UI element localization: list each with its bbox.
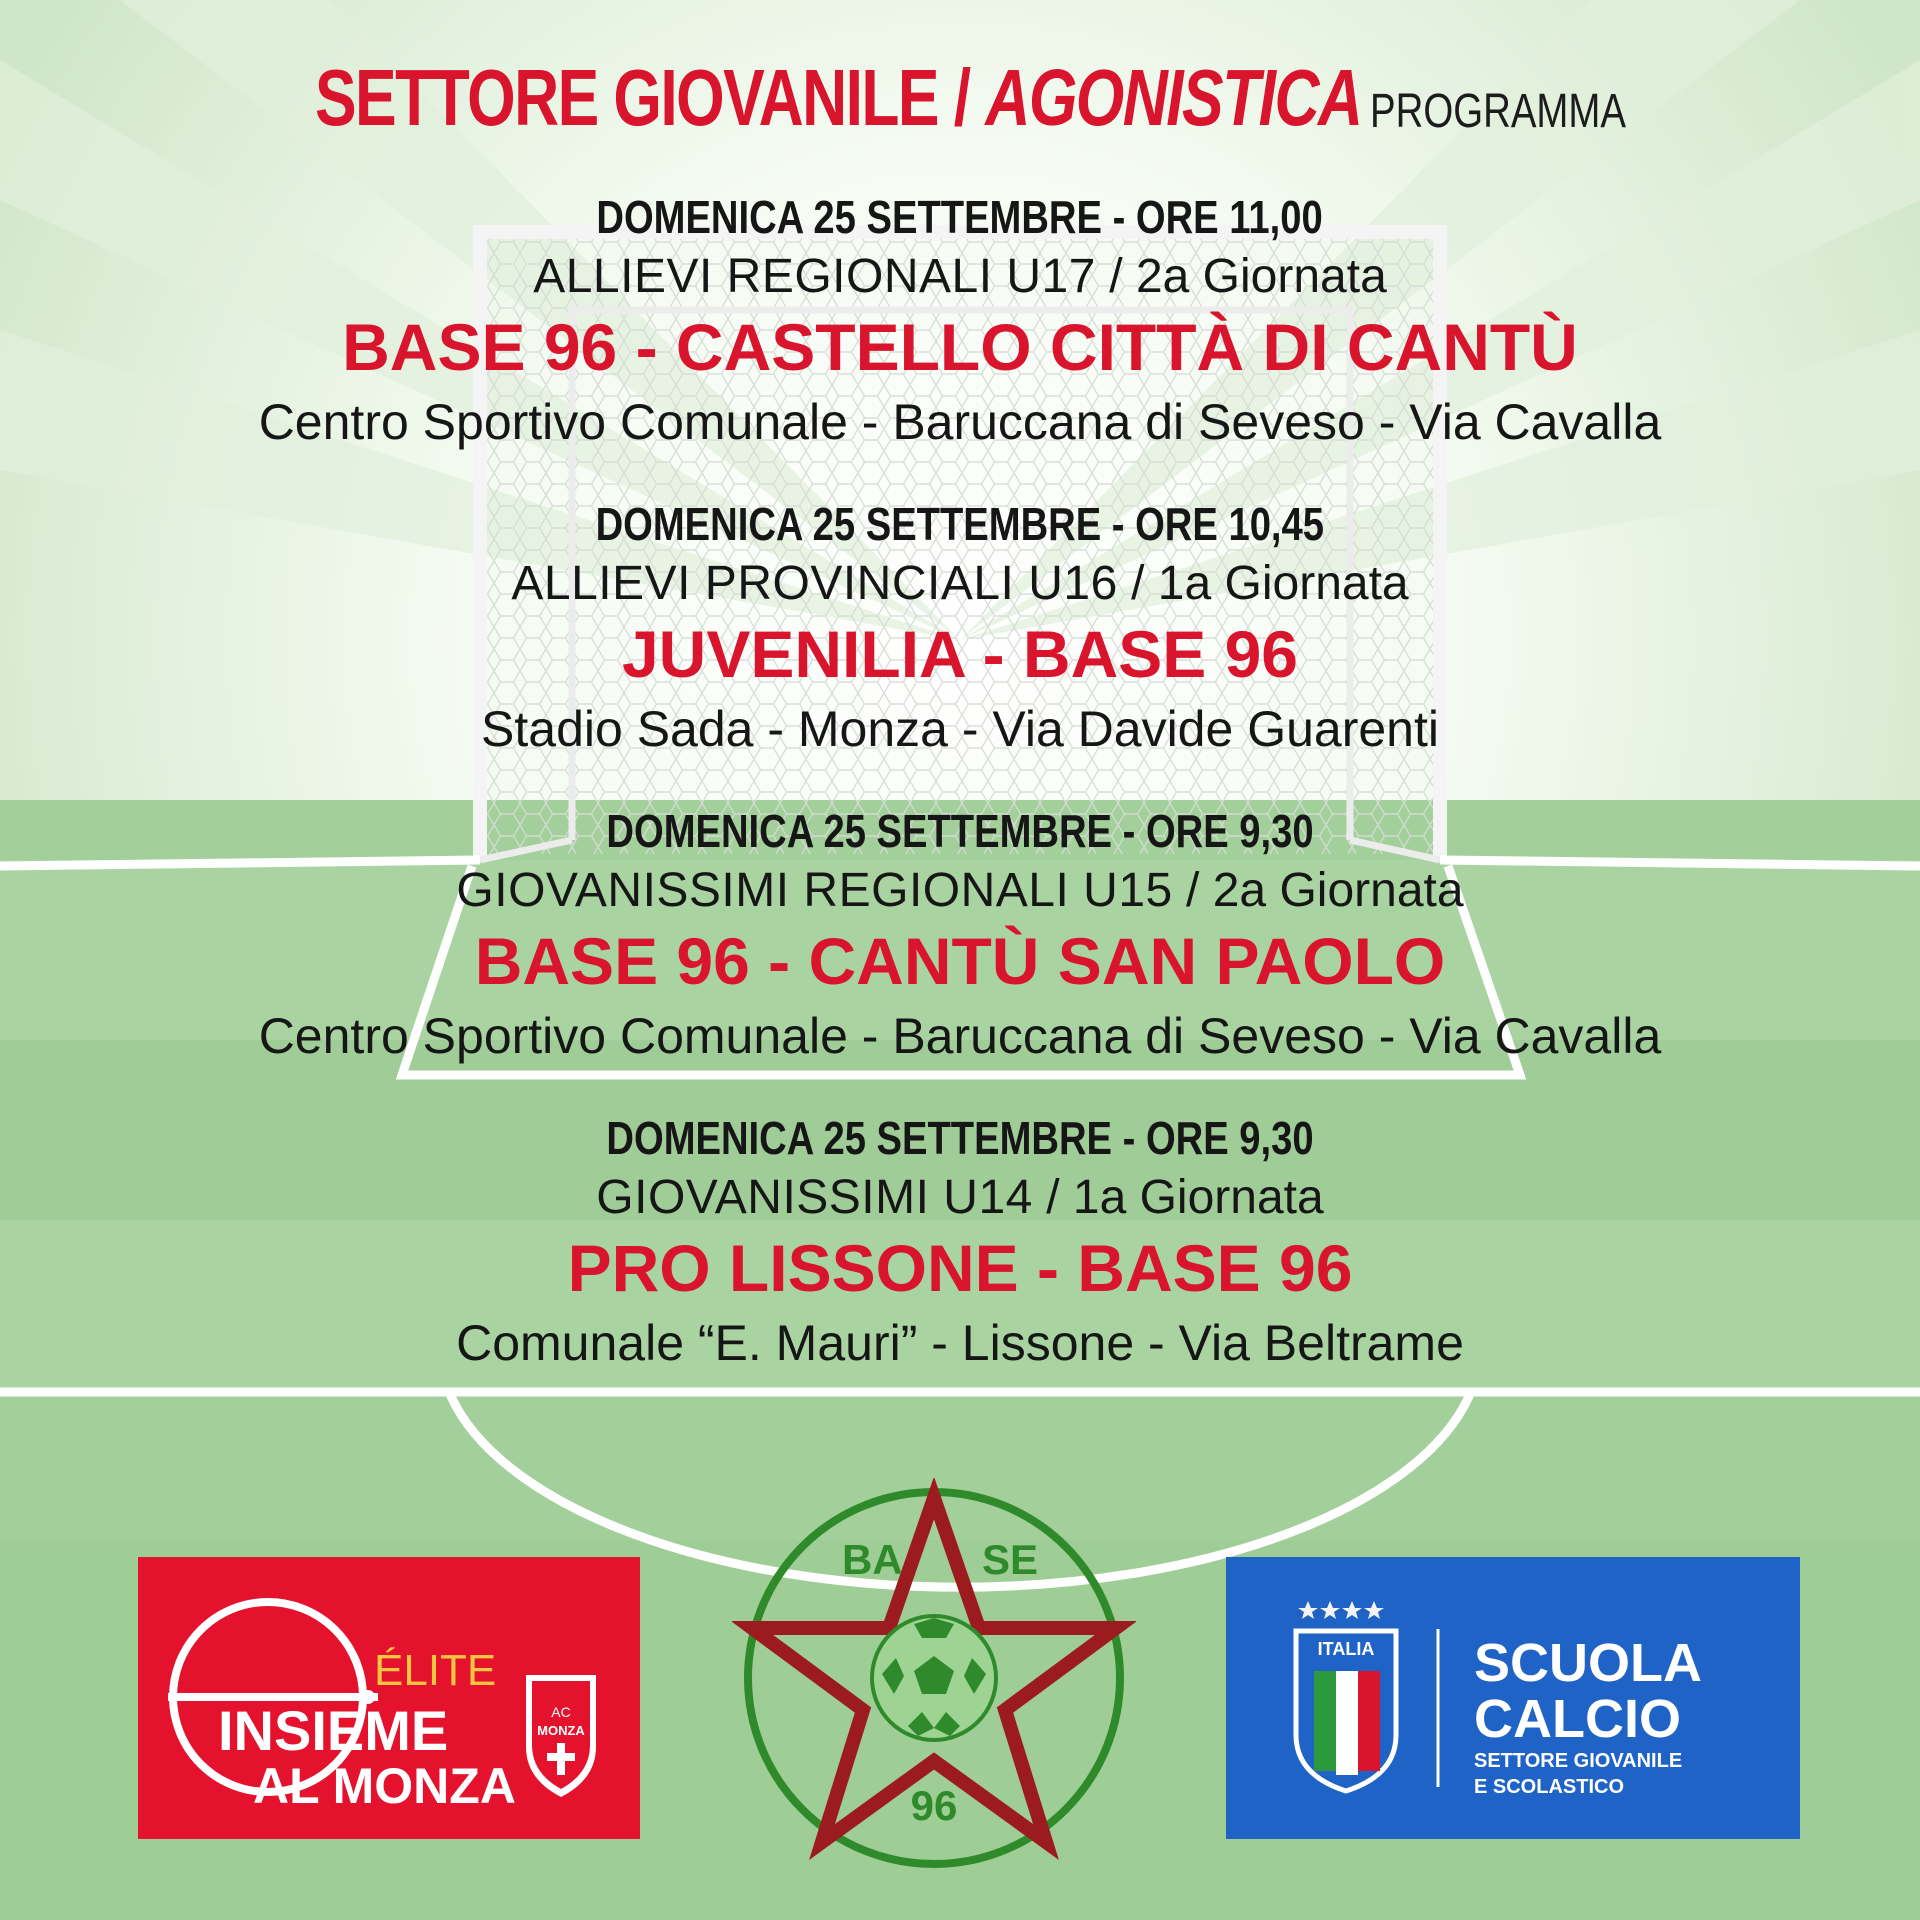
al-monza-text: AL MONZA [253, 1758, 516, 1814]
event-match: BASE 96 - CASTELLO CITTÀ DI CANTÙ [342, 310, 1578, 384]
event-card [0, 188, 1920, 458]
stars-icon [1298, 1601, 1384, 1619]
svg-text:MONZA: MONZA [537, 1723, 585, 1738]
soccer-ball-icon [872, 1616, 996, 1740]
programma-label: PROGRAMMA [1370, 85, 1627, 138]
event-match: BASE 96 - CANTÙ SAN PAOLO [474, 924, 1446, 998]
event-category: GIOVANISSIMI REGIONALI U15 / 2a Giornata [456, 864, 1464, 917]
monza-badge-icon [526, 1675, 596, 1797]
event-venue: Comunale “E. Mauri” - Lissone - Via Beltrame [456, 1315, 1464, 1371]
elite-monza-logo [138, 1557, 640, 1839]
calcio-text: CALCIO [1474, 1689, 1681, 1749]
base96-crest [732, 1478, 1136, 1872]
e-scolastico-text: E SCOLASTICO [1474, 1776, 1625, 1798]
event-venue: Centro Sportivo Comunale - Baruccana di Seveso - Via Cavalla [258, 394, 1662, 450]
event-date: DOMENICA 25 SETTEMBRE - ORE 10,45 [595, 498, 1325, 550]
svg-text:AC: AC [551, 1704, 571, 1720]
base-se-text: SE [982, 1536, 1039, 1583]
event-date: DOMENICA 25 SETTEMBRE - ORE 11,00 [596, 191, 1324, 243]
title-main: SETTORE GIOVANILE / [315, 53, 986, 142]
scuola-text: SCUOLA [1474, 1633, 1702, 1693]
event-category: ALLIEVI PROVINCIALI U16 / 1a Giornata [511, 557, 1409, 610]
event-date: DOMENICA 25 SETTEMBRE - ORE 9,30 [606, 805, 1314, 857]
page-title [315, 52, 1361, 144]
svg-text:ITALIA: ITALIA [1317, 1639, 1375, 1659]
elite-text: ÉLITE [374, 1646, 497, 1695]
event-category: ALLIEVI REGIONALI U17 / 2a Giornata [533, 250, 1387, 303]
event-match: PRO LISSONE - BASE 96 [567, 1231, 1353, 1305]
event-card [0, 802, 1920, 1072]
event-card [0, 1109, 1920, 1379]
event-match: JUVENILIA - BASE 96 [621, 617, 1299, 691]
base-96-text: 96 [910, 1782, 958, 1829]
event-venue: Stadio Sada - Monza - Via Davide Guarenti [481, 701, 1439, 757]
italia-shield-icon [1296, 1631, 1396, 1791]
page-header [0, 52, 1920, 142]
base-ba-text: BA [842, 1536, 903, 1583]
event-card [0, 495, 1920, 765]
event-date: DOMENICA 25 SETTEMBRE - ORE 9,30 [606, 1112, 1314, 1164]
event-venue: Centro Sportivo Comunale - Baruccana di Seveso - Via Cavalla [258, 1008, 1662, 1064]
event-category: GIOVANISSIMI U14 / 1a Giornata [596, 1171, 1324, 1224]
settore-giovanile-text: SETTORE GIOVANILE [1474, 1750, 1683, 1772]
figc-scuola-calcio-logo [1226, 1557, 1800, 1839]
insieme-text: INSIEME [218, 1699, 449, 1762]
title-italic: AGONISTICA [985, 53, 1362, 142]
